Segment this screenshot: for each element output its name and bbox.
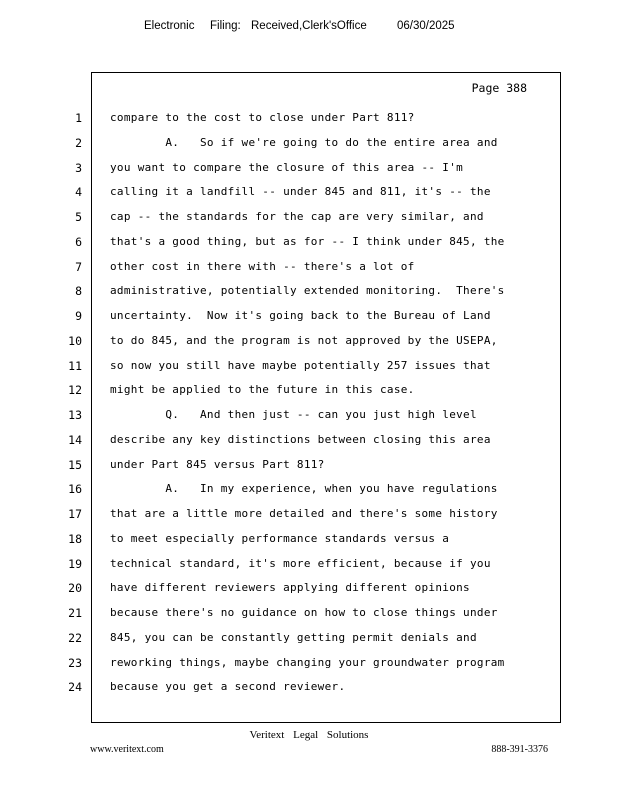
line-number: 15 xyxy=(68,457,82,472)
line-number: 20 xyxy=(68,581,82,596)
transcript-line xyxy=(0,479,618,504)
line-number: 19 xyxy=(68,556,82,571)
page-number: Page 388 xyxy=(471,81,527,95)
line-number: 11 xyxy=(68,358,82,373)
line-number: 14 xyxy=(68,432,82,447)
line-number: 3 xyxy=(75,160,82,175)
line-number: 9 xyxy=(75,309,82,323)
line-number: 17 xyxy=(68,507,82,521)
transcript-line xyxy=(0,529,618,554)
transcript-lines xyxy=(0,108,618,702)
transcript-line xyxy=(0,331,618,356)
transcript-line xyxy=(0,356,618,381)
transcript-line xyxy=(0,257,618,282)
line-text: so now you still have maybe potentially 257 issues that xyxy=(110,358,491,372)
line-text: you want to compare the closure of this area -- I'm xyxy=(110,160,464,174)
line-number: 4 xyxy=(75,185,82,200)
line-text: technical standard, it's more efficient, because if you xyxy=(110,556,491,570)
line-text: have different reviewers applying different opinions xyxy=(110,581,470,595)
line-number: 16 xyxy=(68,482,82,497)
line-number: 6 xyxy=(75,234,82,249)
transcript-line xyxy=(0,380,618,405)
line-text: reworking things, maybe changing your groundwater program xyxy=(110,655,505,669)
transcript-line xyxy=(0,504,618,529)
transcript-line xyxy=(0,455,618,480)
transcript-line xyxy=(0,108,618,133)
transcript-line xyxy=(0,306,618,331)
transcript-line xyxy=(0,578,618,603)
line-number: 7 xyxy=(75,259,82,274)
line-text: administrative, potentially extended monitoring. There's xyxy=(110,284,505,298)
line-number: 10 xyxy=(68,333,82,348)
transcript-line xyxy=(0,628,618,653)
line-text: Q. And then just -- can you just high level xyxy=(110,408,477,421)
transcript-line xyxy=(0,430,618,455)
line-text: might be applied to the future in this case. xyxy=(110,383,415,397)
line-text: A. In my experience, when you have regulations xyxy=(110,482,498,496)
transcript-line xyxy=(0,653,618,678)
line-text: because you get a second reviewer. xyxy=(110,680,346,694)
filing-label: Filing: xyxy=(210,20,241,32)
line-text: to do 845, and the program is not approved by the USEPA, xyxy=(110,333,498,347)
line-text: under Part 845 versus Part 811? xyxy=(110,457,325,471)
line-text: describe any key distinctions between closing this area xyxy=(110,432,491,446)
transcript-line xyxy=(0,677,618,702)
line-text: 845, you can be constantly getting permit denials and xyxy=(110,630,477,644)
line-number: 22 xyxy=(68,630,82,645)
line-text: calling it a landfill -- under 845 and 811, it's -- the xyxy=(110,185,491,199)
line-text: to meet especially performance standards versus a xyxy=(110,531,450,545)
line-text: compare to the cost to close under Part 811? xyxy=(110,111,415,124)
footer-phone: 888-391-3376 xyxy=(491,744,548,755)
line-number: 1 xyxy=(75,111,82,125)
transcript-line xyxy=(0,281,618,306)
line-number: 18 xyxy=(68,531,82,546)
filing-received-label: Received,Clerk'sOffice xyxy=(251,20,367,32)
transcript-line xyxy=(0,182,618,207)
line-text: uncertainty. Now it's going back to the Bureau of Land xyxy=(110,309,491,322)
transcript-line xyxy=(0,133,618,158)
footer-url: www.veritext.com xyxy=(90,744,164,755)
line-number: 23 xyxy=(68,655,82,670)
filing-date: 06/30/2025 xyxy=(397,20,455,32)
line-number: 21 xyxy=(68,606,82,620)
footer-company: Veritext Legal Solutions xyxy=(249,729,369,741)
transcript-line xyxy=(0,207,618,232)
line-text: because there's no guidance on how to close things under xyxy=(110,606,498,619)
line-text: other cost in there with -- there's a lot of xyxy=(110,259,415,273)
transcript-line xyxy=(0,554,618,579)
line-text: that are a little more detailed and there's some history xyxy=(110,507,498,520)
line-text: that's a good thing, but as for -- I think under 845, the xyxy=(110,234,505,248)
line-number: 12 xyxy=(68,383,82,398)
filing-electronic-label: Electronic xyxy=(144,20,195,32)
line-text: cap -- the standards for the cap are very similar, and xyxy=(110,210,484,223)
transcript-line xyxy=(0,232,618,257)
line-text: A. So if we're going to do the entire area and xyxy=(110,135,498,149)
transcript-line xyxy=(0,158,618,183)
line-number: 8 xyxy=(75,284,82,299)
transcript-line xyxy=(0,405,618,430)
line-number: 5 xyxy=(75,210,82,224)
line-number: 13 xyxy=(68,408,82,422)
line-number: 24 xyxy=(68,680,82,695)
line-number: 2 xyxy=(75,135,82,150)
transcript-line xyxy=(0,603,618,628)
filing-header xyxy=(0,20,618,36)
